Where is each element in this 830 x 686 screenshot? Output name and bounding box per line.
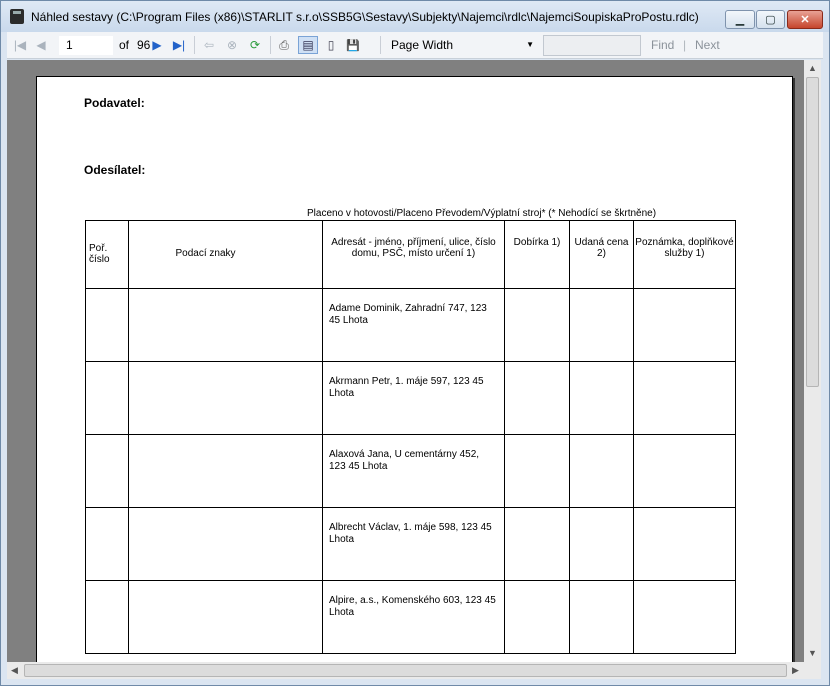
column-header-addressee: Adresát - jméno, příjmení, ulice, číslo domu, PSČ, místo určení 1): [323, 221, 505, 289]
column-header-number: Poř. číslo: [86, 221, 129, 289]
cell-cod: [505, 508, 570, 581]
report-toolbar: [7, 32, 823, 59]
vertical-scroll-thumb[interactable]: [806, 77, 819, 387]
title-bar: [1, 1, 829, 32]
cell-declared-value: [570, 435, 634, 508]
cell-declared-value: [570, 508, 634, 581]
cell-cod: [505, 435, 570, 508]
column-header-declared-value: Udaná cena 2): [570, 221, 634, 289]
table-row: [86, 581, 736, 654]
cell-addressee: Albrecht Václav, 1. máje 598, 123 45 Lhota: [323, 508, 505, 581]
previous-page-icon[interactable]: ◀: [36, 38, 46, 52]
cell-number: [86, 508, 129, 581]
cell-marks: [129, 435, 323, 508]
cell-note: [634, 581, 736, 654]
cell-note: [634, 289, 736, 362]
sender-label: Podavatel:: [84, 96, 145, 110]
cell-marks: [129, 289, 323, 362]
cell-number: [86, 581, 129, 654]
cell-addressee: Akrmann Petr, 1. máje 597, 123 45 Lhota: [323, 362, 505, 435]
column-header-marks: Podací znaky: [129, 221, 323, 289]
total-pages: 96: [137, 38, 151, 52]
cell-cod: [505, 289, 570, 362]
next-page-icon[interactable]: ▶: [152, 38, 162, 52]
maximize-icon: ▢: [765, 14, 776, 26]
report-page: [36, 76, 793, 662]
table-row: [86, 362, 736, 435]
current-page-input[interactable]: 1: [59, 36, 113, 55]
horizontal-scroll-thumb[interactable]: [24, 664, 787, 677]
cell-declared-value: [570, 362, 634, 435]
last-page-icon[interactable]: ▶|: [172, 38, 186, 52]
cell-declared-value: [570, 581, 634, 654]
scroll-right-icon[interactable]: ▶: [792, 665, 799, 675]
scroll-down-icon[interactable]: ▼: [808, 648, 817, 658]
toolbar-separator: [380, 36, 381, 54]
of-label: of: [119, 38, 130, 52]
find-input[interactable]: [543, 35, 641, 56]
horizontal-scrollbar[interactable]: [7, 662, 804, 679]
scroll-left-icon[interactable]: ◀: [11, 665, 18, 675]
export-icon[interactable]: 💾: [346, 39, 360, 52]
cell-cod: [505, 362, 570, 435]
app-icon: [10, 9, 24, 24]
payment-note: Placeno v hotovosti/Placeno Převodem/Výplatní stroj* (* Nehodící se škrtněne): [307, 208, 657, 219]
close-button[interactable]: [787, 10, 823, 29]
first-page-icon[interactable]: |◀: [13, 38, 27, 52]
cell-declared-value: [570, 289, 634, 362]
refresh-icon[interactable]: ⟳: [249, 38, 261, 52]
minimize-icon: ▁: [735, 14, 745, 26]
table-header: [86, 221, 736, 289]
print-layout-icon[interactable]: ▤: [298, 36, 318, 54]
maximize-button[interactable]: [756, 10, 785, 29]
cell-cod: [505, 581, 570, 654]
toolbar-separator: [270, 36, 271, 54]
cell-addressee: Alpire, a.s., Komenského 603, 123 45 Lhota: [323, 581, 505, 654]
vertical-scrollbar[interactable]: [804, 60, 821, 662]
cell-number: [86, 289, 129, 362]
column-header-cod: Dobírka 1): [505, 221, 570, 289]
cell-addressee: Adame Dominik, Zahradní 747, 123 45 Lhota: [323, 289, 505, 362]
find-next-link[interactable]: Next: [695, 38, 720, 52]
cell-number: [86, 362, 129, 435]
window-title: Náhled sestavy (C:\Program Files (x86)\STARLIT s.r.o\SSB5G\Sestavy\Subjekty\Najemci\rdlc\NajemciSoupiskaProPostu.rdlc): [31, 10, 699, 24]
report-viewport[interactable]: [7, 60, 804, 662]
chevron-down-icon: ▼: [526, 40, 534, 49]
scrollbar-corner: [804, 662, 821, 679]
cell-marks: [129, 362, 323, 435]
table-row: [86, 289, 736, 362]
cell-addressee: Alaxová Jana, U cementárny 452, 123 45 Lhota: [323, 435, 505, 508]
table-row: [86, 508, 736, 581]
cell-number: [86, 435, 129, 508]
scroll-up-icon[interactable]: ▲: [808, 63, 817, 73]
page-setup-icon[interactable]: ▯: [327, 38, 335, 52]
zoom-select[interactable]: [386, 36, 542, 55]
cell-note: [634, 508, 736, 581]
table-row: [86, 435, 736, 508]
print-icon[interactable]: ⎙: [279, 37, 289, 52]
minimize-button[interactable]: [725, 10, 755, 29]
zoom-value: Page Width: [391, 38, 454, 52]
find-link[interactable]: Find: [651, 38, 675, 52]
cell-note: [634, 362, 736, 435]
find-separator: |: [683, 38, 687, 52]
from-label: Odesílatel:: [84, 163, 146, 177]
close-icon: ✕: [800, 14, 810, 26]
back-icon[interactable]: ⇦: [203, 38, 215, 52]
cell-note: [634, 435, 736, 508]
stop-icon[interactable]: ⊗: [226, 38, 238, 52]
column-header-note: Poznámka, doplňkové služby 1): [634, 221, 736, 289]
mailing-list-table: [85, 220, 736, 654]
cell-marks: [129, 508, 323, 581]
toolbar-separator: [194, 36, 195, 54]
cell-marks: [129, 581, 323, 654]
